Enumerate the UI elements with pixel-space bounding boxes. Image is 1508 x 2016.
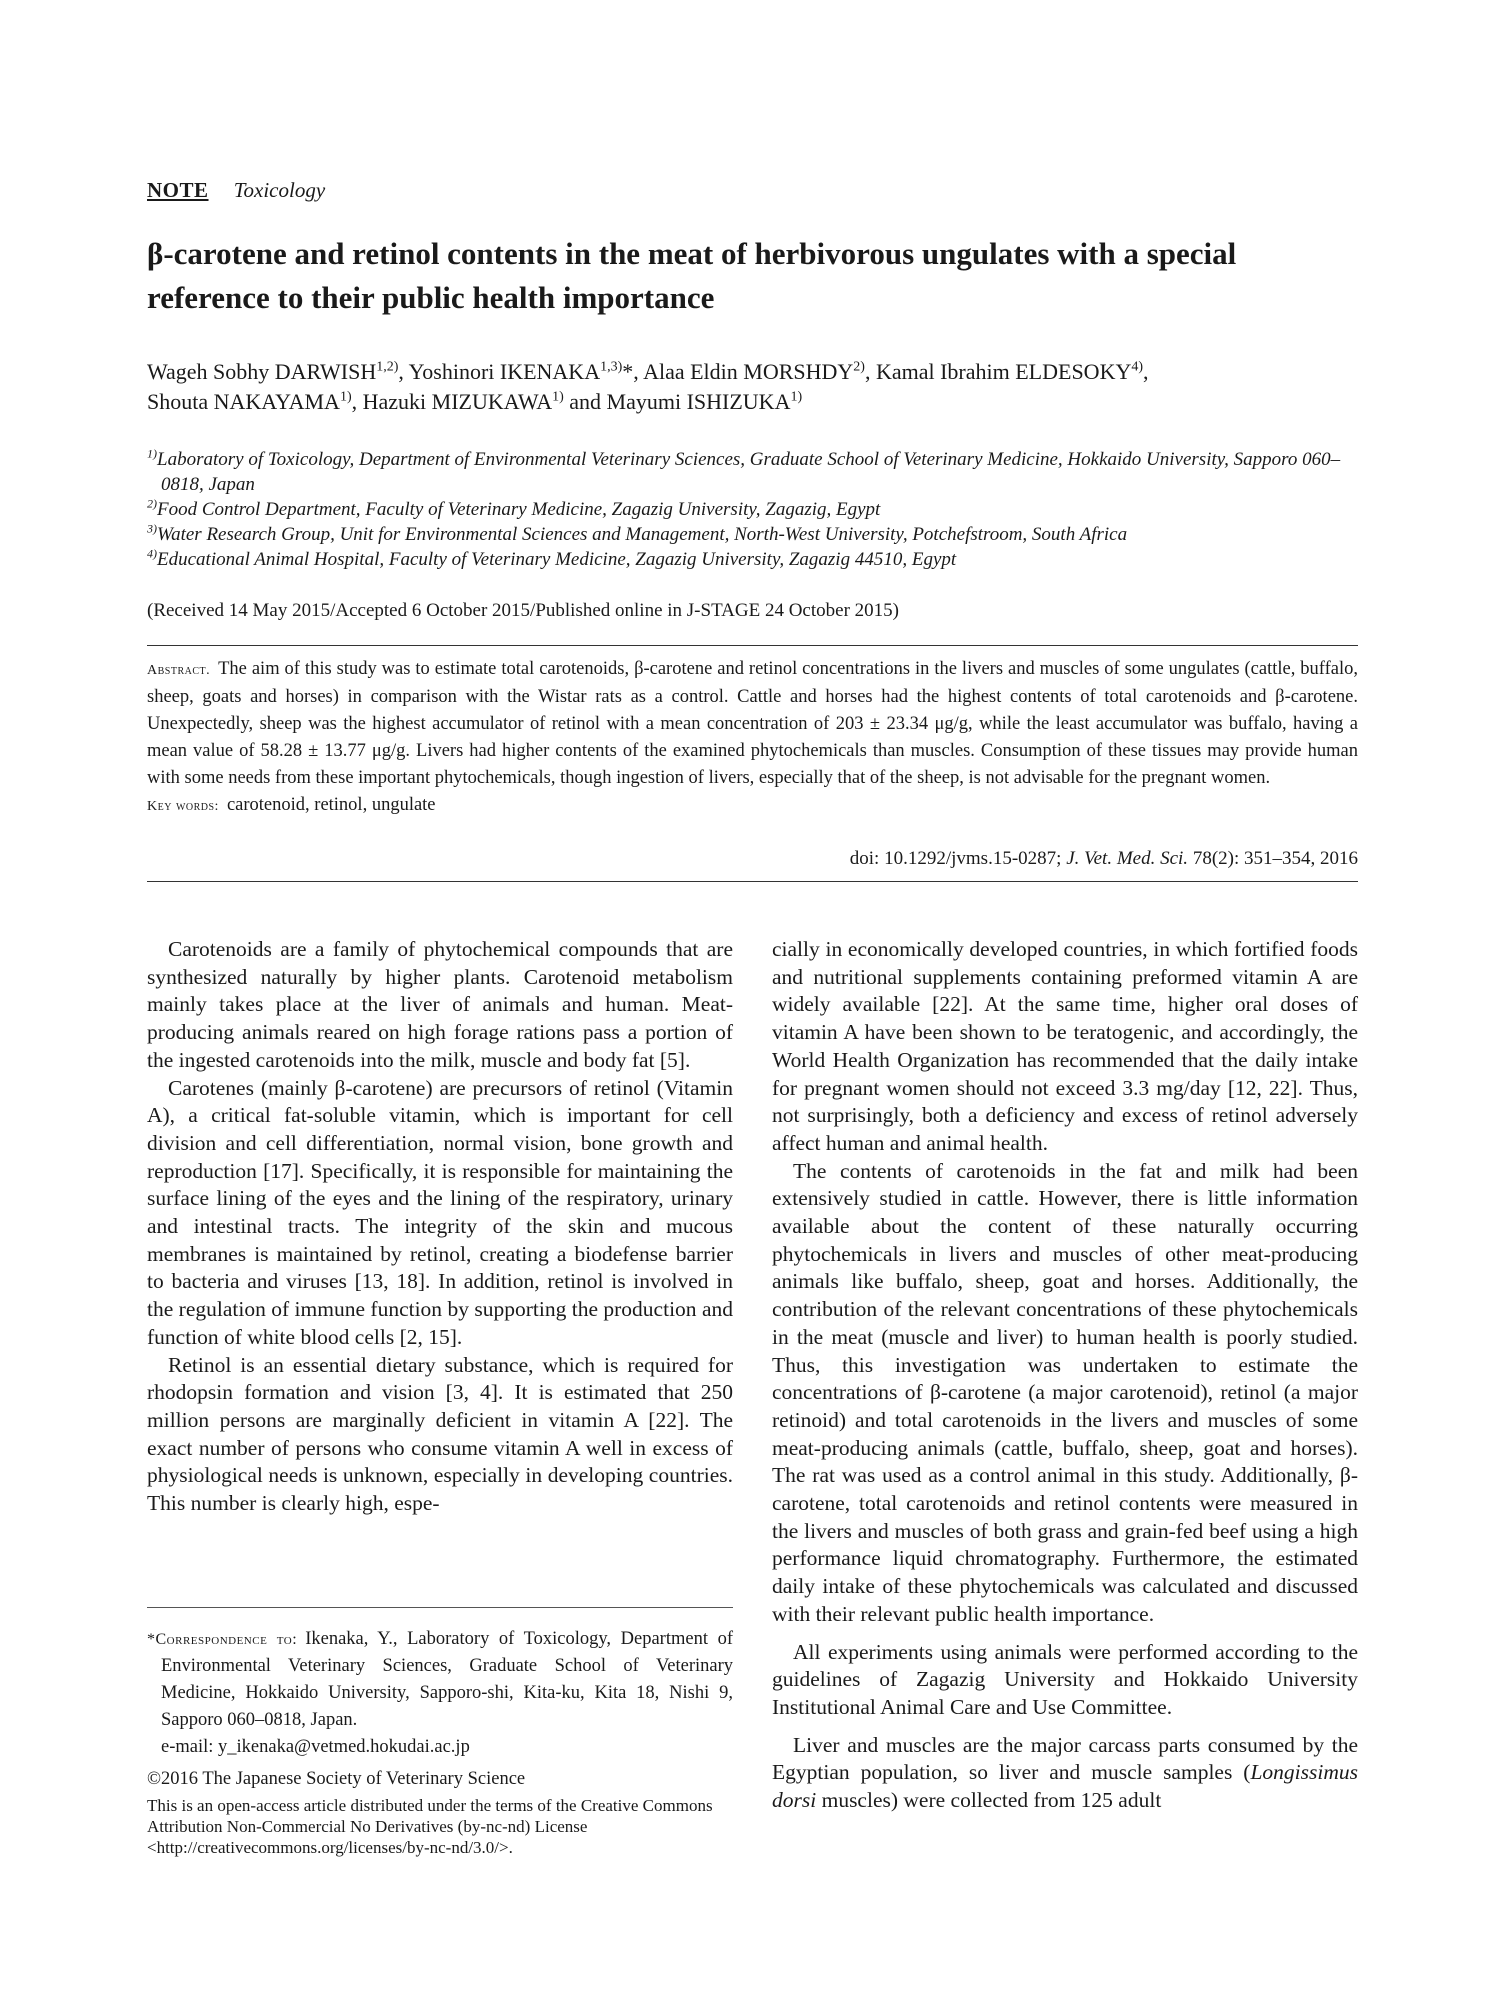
author-affil: 1,3) (600, 359, 623, 375)
title-line-1: β-carotene and retinol contents in the meat of herbivorous ungulates with a special (147, 236, 1237, 271)
affiliation-item: $^{4)}$Educational Animal Hospital, Faculty of Veterinary Medicine, Zagazig University, Zagazig 44510, Egypt (147, 546, 957, 570)
body-column-right (772, 936, 1358, 1815)
category-label: Toxicology (233, 178, 326, 202)
author-line-1: Wageh Sobhy DARWISH$^{1,2)}$, Yoshinori IKENAKA$^{1,3)}$*, Alaa Eldin MORSHDY$^{2)}$, Kamal Ibrahim ELDESOKY$^{4)}$, (147, 359, 1149, 384)
author-name: Hazuki MIZUKAWA (362, 389, 553, 414)
author-affil: 1,2) (376, 359, 399, 375)
note-label: NOTE (147, 178, 209, 202)
article-type-header (147, 178, 325, 203)
affiliation-item: $^{2)}$Food Control Department, Faculty of Veterinary Medicine, Zagazig University, Zagazig, Egypt (147, 496, 881, 520)
author-affil: 1) (339, 389, 352, 405)
body-paragraph: Carotenes (mainly β-carotene) are precursors of retinol (Vitamin A), a critical fat-soluble vitamin, which is important for cell division and cell differentiation, normal vision, bone growth and reproduction [17]. Specifically, it is responsible for maintaining the surface lining of the eyes and the lining of the respiratory, urinary and intestinal tracts. The integrity of the skin and mucous membranes is maintained by retinol, creating a biodefense barrier to bacteria and viruses [13, 18]. In addition, retinol is involved in the regulation of immune function by supporting the production and function of white blood cells [2, 15]. (147, 1075, 733, 1349)
abstract (147, 656, 1358, 820)
author-line-2: Shouta NAKAYAMA$^{1)}$, Hazuki MIZUKAWA$^{1)}$ and Mayumi ISHIZUKA$^{1)}$ (147, 389, 803, 414)
affiliation-item: $^{3)}$Water Research Group, Unit for Environmental Sciences and Management, North-West University, Potchefstroom, South Africa (147, 521, 1128, 545)
body-column-left (147, 936, 733, 1518)
body-paragraph: All experiments using animals were performed according to the guidelines of Zagazig University and Hokkaido University Institutional Animal Care and Use Committee. (772, 1639, 1358, 1719)
keywords: Key words: carotenoid, retinol, ungulate (147, 795, 436, 815)
affiliation-item: $^{1)}$Laboratory of Toxicology, Department of Environmental Veterinary Sciences, Graduate School of Veterinary Medicine, Hokkaido University, Sapporo 060–0818, Japan (147, 446, 1341, 495)
title-line-2: reference to their public health importance (147, 280, 715, 315)
body-paragraph: The contents of carotenoids in the fat and milk had been extensively studied in cattle. However, there is little information available about the content of these naturally occurring phytochemicals in livers and muscles of other meat-producing animals like buffalo, sheep, goat and horses. Additionally, the contribution of the relevant concentrations of these phytochemicals in the meat (muscle and liver) to human health is poorly studied. Thus, this investigation was undertaken to estimate the concentrations of β-carotene (a major carotenoid), retinol (a major retinoid) and total carotenoids in the livers and muscles of some meat-producing animals (cattle, buffalo, sheep, goat and horses). The rat was used as a control animal in this study. Additionally, β-carotene, total carotenoids and retinol contents were measured in the livers and muscles of both grass and grain-fed beef using a high performance liquid chromatography. Furthermore, the estimated daily intake of these phytochemicals was calculated and discussed with their relevant public health importance. (772, 1158, 1358, 1626)
abstract-top-rule (147, 645, 1358, 646)
author-name: Kamal Ibrahim ELDESOKY (875, 359, 1132, 384)
author-name: Mayumi ISHIZUKA (606, 389, 791, 414)
body-paragraph: Liver and muscles are the major carcass parts consumed by the Egyptian population, so liver and muscle samples (Longissimus dorsi muscles) were collected from 125 adult (772, 1732, 1358, 1813)
footnotes (147, 1607, 733, 1858)
affiliations (147, 447, 1358, 572)
received-dates: (Received 14 May 2015/Accepted 6 October 2015/Published online in J-STAGE 24 October 2015) (147, 600, 899, 621)
doi: doi: 10.1292/jvms.15-0287; (849, 848, 1062, 869)
abstract-text: Abstract. The aim of this study was to estimate total carotenoids, β-carotene and retinol concentrations in the livers and muscles of some ungulates (cattle, buffalo, sheep, goats and horses) in comparison with the Wistar rats as a control. Cattle and horses had the highest contents of total carotenoids and β-carotene. Unexpectedly, sheep was the highest accumulator of retinol with a mean concentration of 203 ± 23.34 μg/g, while the least accumulator was buffalo, having a mean value of 58.28 ± 13.77 μg/g. Livers had higher contents of the examined phytochemicals than muscles. Consumption of these tissues may provide human with some needs from these important phytochemicals, though ingestion of livers, especially that of the sheep, is not advisable for the pregnant women. (147, 659, 1358, 788)
author-name: Alaa Eldin MORSHDY (643, 359, 854, 384)
license-text: This is an open-access article distributed under the terms of the Creative Commons Attribution Non-Commercial No Derivatives (by-nc-nd) License <http://creativecommons.org/licenses/by-nc-nd/3.0/>. (147, 1796, 713, 1857)
article-title (147, 232, 1358, 320)
copyright: ©2016 The Japanese Society of Veterinary Science (147, 1769, 526, 1789)
author-list (147, 357, 1358, 417)
author-affil: 1) (552, 389, 564, 405)
author-name: Wageh Sobhy DARWISH (147, 359, 377, 384)
author-affil: 4) (1131, 359, 1144, 375)
body-paragraph: Carotenoids are a family of phytochemical compounds that are synthesized naturally by higher plants. Carotenoid metabolism mainly takes place at the liver of animals and human. Meat-producing animals reared on high forage rations pass a portion of the ingested carotenoids into the milk, muscle and body fat [5]. (147, 937, 733, 1072)
journal-name: J. Vet. Med. Sci. (1066, 848, 1189, 869)
abstract-bottom-rule (147, 881, 1358, 882)
body-paragraph: cially in economically developed countries, in which fortified foods and nutritional supplements containing preformed vitamin A are widely available [22]. At the same time, higher oral doses of vitamin A have been shown to be teratogenic, and accordingly, the World Health Organization has recommended that the daily intake for pregnant women should not exceed 3.3 mg/day [12, 22]. Thus, not surprisingly, both a deficiency and excess of retinol adversely affect human and animal health. (772, 937, 1358, 1155)
citation-line (850, 848, 1358, 870)
species-name: Longissimus dorsi (772, 1760, 1358, 1813)
abstract-label: Abstract. (147, 663, 211, 678)
author-affil: 2) (853, 359, 865, 375)
correspondence-label: *Correspondence to: (147, 1631, 298, 1648)
correspondence-email: e-mail: y_ikenaka@vetmed.hokudai.ac.jp (161, 1737, 470, 1757)
body-paragraph: Retinol is an essential dietary substance, which is required for rhodopsin formation and vision [3, 4]. It is estimated that 250 million persons are marginally deficient in vitamin A [22]. The exact number of persons who consume vitamin A well in excess of physiological needs is unknown, especially in developing countries. This number is clearly high, espe- (147, 1352, 733, 1516)
keywords-label: Key words: (147, 799, 219, 814)
author-affil: 1) (790, 389, 803, 405)
footnote-rule (147, 1607, 733, 1608)
author-name: Yoshinori IKENAKA (408, 359, 601, 384)
journal-volume: 78(2): 351–354, 2016 (1192, 848, 1358, 869)
author-name: Shouta NAKAYAMA (147, 389, 340, 414)
correspondence: *Correspondence to: Ikenaka, Y., Laboratory of Toxicology, Department of Environmental Veterinary Sciences, Graduate School of Veterinary Medicine, Hokkaido University, Sapporo-shi, Kita-ku, Kita 18, Nishi 9, Sapporo 060–0818, Japan. e-mail: y_ikenaka@vetmed.hokudai.ac.jp (147, 1629, 733, 1757)
